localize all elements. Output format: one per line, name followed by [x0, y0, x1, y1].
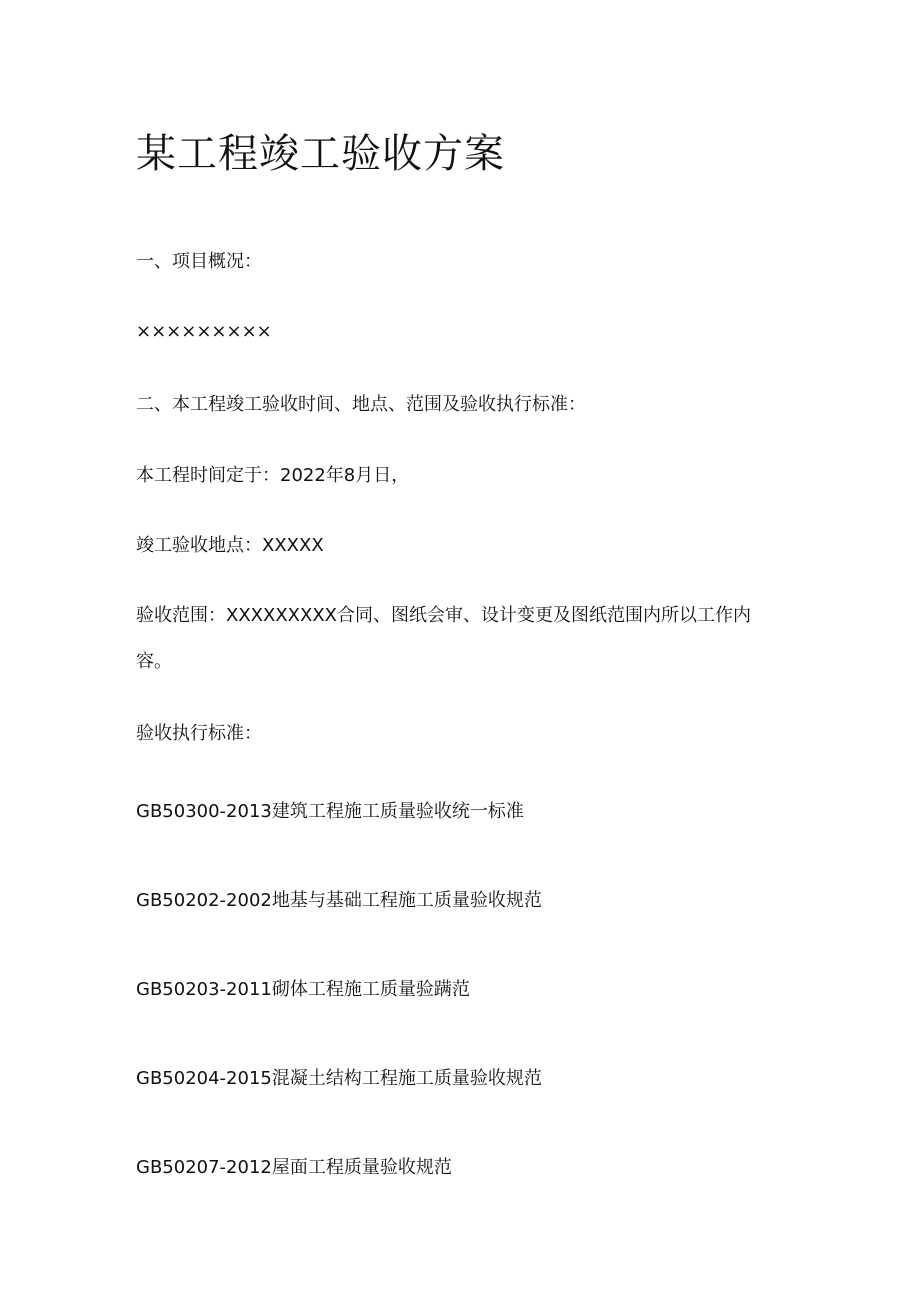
document-title: 某工程竣工验收方案 — [136, 131, 505, 177]
standards-heading: 验收执行标准： — [136, 723, 262, 744]
standard-item: GB50204-2015混凝土结构工程施工质量验收规范 — [136, 1068, 542, 1089]
acceptance-time-text: 本工程时间定于：2022年8月日， — [136, 465, 410, 486]
project-overview-text: ××××××××× — [136, 321, 272, 342]
standard-item: GB50300-2013建筑工程施工质量验收统一标准 — [136, 801, 524, 822]
acceptance-scope-text: 验收范围：XXXXXXXXX合同、图纸会审、设计变更及图纸范围内所以工作内容。 — [136, 605, 751, 672]
acceptance-location-text: 竣工验收地点：XXXXX — [136, 535, 324, 556]
section-heading-acceptance: 二、本工程竣工验收时间、地点、范围及验收执行标准： — [136, 394, 586, 415]
standard-item: GB50207-2012屋面工程质量验收规范 — [136, 1157, 452, 1178]
section-heading-overview: 一、项目概况： — [136, 251, 262, 272]
standard-item: GB50203-2011砌体工程施工质量验蹒范 — [136, 979, 470, 1000]
standard-item: GB50202-2002地基与基础工程施工质量验收规范 — [136, 890, 542, 911]
